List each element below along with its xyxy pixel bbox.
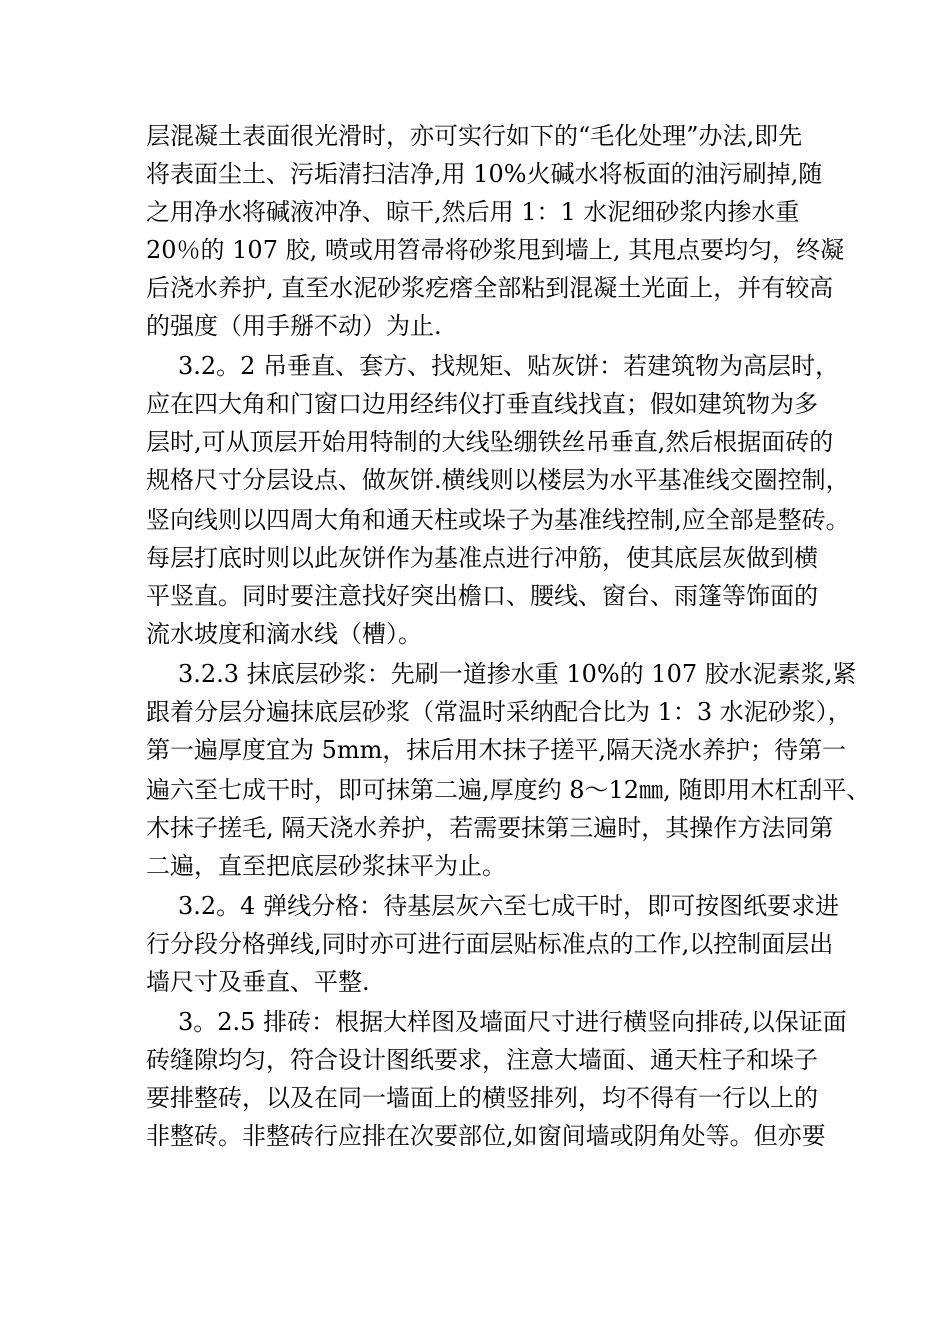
- text-line: 要排整砖，以及在同一墙面上的横竖排列，均不得有一行以上的: [146, 1084, 818, 1112]
- text-line: 的强度（用手掰不动）为止.: [146, 312, 442, 340]
- text-line: 20％的 107 胶, 喷或用笤帚将砂浆甩到墙上, 其甩点要均匀，终凝: [146, 236, 845, 264]
- text-line: 3。2.5 排砖：根据大样图及墙面尺寸进行横竖向排砖,以保证面: [178, 1008, 847, 1036]
- text-line: 每层打底时则以此灰饼作为基准点进行冲筋，使其底层灰做到横: [146, 544, 818, 572]
- text-line: 第一遍厚度宜为 5mm，抹后用木抹子搓平,隔天浇水养护；待第一: [146, 736, 847, 764]
- text-line: 非整砖。非整砖行应排在次要部位,如窗间墙或阴角处等。但亦要: [146, 1122, 826, 1150]
- text-line: 平竖直。同时要注意找好突出檐口、腰线、窗台、雨篷等饰面的: [146, 582, 818, 610]
- text-line: 应在四大角和门窗口边用经纬仪打垂直线找直；假如建筑物为多: [146, 390, 818, 418]
- text-line: 流水坡度和滴水线（槽）。: [146, 620, 422, 648]
- text-line: 之用净水将碱液冲净、晾干,然后用 1：1 水泥细砂浆内掺水重: [146, 198, 800, 226]
- text-line: 层时,可从顶层开始用特制的大线坠绷铁丝吊垂直,然后根据面砖的: [146, 428, 834, 456]
- text-line: 3.2.3 抹底层砂浆：先刷一道掺水重 10%的 107 胶水泥素浆,紧: [178, 660, 857, 688]
- text-line: 遍六至七成干时，即可抹第二遍,厚度约 8～12㎜, 随即用木杠刮平、: [146, 776, 871, 804]
- text-line: 竖向线则以四周大角和通天柱或垛子为基准线控制,应全部是整砖。: [146, 506, 850, 534]
- text-line: 墙尺寸及垂直、平整.: [146, 968, 370, 996]
- text-line: 木抹子搓毛, 隔天浇水养护，若需要抹第三遍时，其操作方法同第: [146, 814, 834, 842]
- text-line: 跟着分层分遍抹底层砂浆（常温时采纳配合比为 1：3 水泥砂浆），: [146, 698, 852, 726]
- text-line: 行分段分格弹线,同时亦可进行面层贴标准点的工作,以控制面层出: [146, 930, 834, 958]
- text-line: 砖缝隙均匀，符合设计图纸要求，注意大墙面、通天柱子和垛子: [146, 1046, 818, 1074]
- text-line: 3.2。4 弹线分格：待基层灰六至七成干时，即可按图纸要求进: [178, 892, 840, 920]
- text-line: 后浇水养护, 直至水泥砂浆疙瘩全部粘到混凝土光面上，并有较高: [146, 274, 834, 302]
- text-line: 规格尺寸分层设点、做灰饼.横线则以楼层为水平基准线交圈控制，: [146, 466, 850, 494]
- text-line: 层混凝土表面很光滑时，亦可实行如下的“毛化处理”办法,即先: [146, 122, 803, 150]
- text-line: 二遍，直至把底层砂浆抹平为止。: [146, 852, 506, 880]
- text-line: 将表面尘土、污垢清扫洁净,用 10%火碱水将板面的油污刷掉,随: [146, 160, 823, 188]
- text-line: 3.2。2 吊垂直、套方、找规矩、贴灰饼：若建筑物为高层时，: [178, 352, 840, 380]
